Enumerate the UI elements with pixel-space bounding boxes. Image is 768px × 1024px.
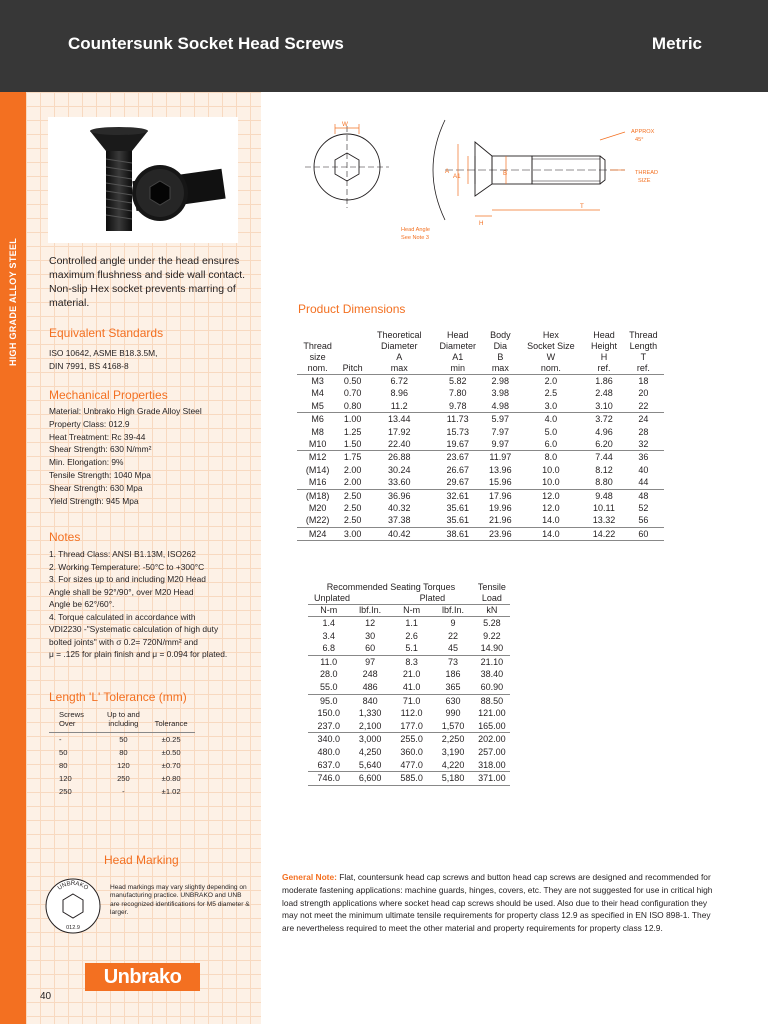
table-cell: 2,100 bbox=[349, 720, 390, 733]
length-tolerance-heading: Length 'L' Tolerance (mm) bbox=[49, 690, 187, 704]
table-cell: 186 bbox=[445, 669, 461, 680]
table-cell: 11.0 bbox=[320, 656, 338, 667]
head-angle-label: Head Angle bbox=[401, 227, 430, 233]
table-cell: 630 bbox=[445, 695, 461, 706]
table-cell: M6 bbox=[311, 414, 324, 425]
page-number: 40 bbox=[40, 991, 52, 1002]
table-cell: M10 bbox=[297, 438, 338, 451]
table-cell: 2.50 bbox=[343, 490, 362, 501]
table-cell: 17.92 bbox=[387, 426, 411, 437]
table-cell: 10.0 bbox=[542, 464, 560, 475]
standards-line: DIN 7991, BS 4168-8 bbox=[49, 360, 129, 371]
table-cell: 2.00 bbox=[338, 476, 367, 489]
table-cell: 40.32 bbox=[387, 503, 411, 514]
table-cell: 32.61 bbox=[446, 490, 469, 501]
table-cell: 585.0 bbox=[391, 772, 432, 786]
table-cell: 40 bbox=[638, 464, 649, 475]
notes-list bbox=[49, 548, 254, 661]
table-cell: 177.0 bbox=[391, 720, 432, 733]
table-cell: 477.0 bbox=[391, 759, 432, 772]
mechanical-line: Tensile Strength: 1040 Mpa bbox=[49, 469, 151, 480]
mechanical-line: Material: Unbrako High Grade Alloy Steel bbox=[49, 406, 202, 416]
table-cell: 1,330 bbox=[358, 708, 382, 719]
head-mark-bottom-text: 012.9 bbox=[66, 925, 80, 931]
table-cell: 340.0 bbox=[317, 734, 340, 745]
table-cell: 1.00 bbox=[343, 414, 362, 425]
table-cell: 1.75 bbox=[343, 452, 362, 463]
table-row bbox=[308, 733, 510, 746]
table-cell: 10.0 bbox=[517, 476, 586, 489]
table-row bbox=[308, 668, 510, 681]
table-cell: 6.20 bbox=[585, 438, 623, 451]
table-cell: 41.0 bbox=[391, 681, 432, 694]
table-cell: 9.97 bbox=[484, 438, 517, 451]
table-cell: 486 bbox=[349, 681, 390, 694]
table-cell: 73 bbox=[448, 656, 459, 667]
table-row bbox=[297, 464, 664, 476]
dim-label-b: B bbox=[503, 170, 508, 177]
unplated-heading: Unplated bbox=[314, 593, 351, 603]
length-tolerance-table bbox=[49, 710, 195, 798]
table-cell: 0.80 bbox=[338, 400, 367, 413]
table-cell: 365 bbox=[432, 681, 474, 694]
table-row bbox=[297, 438, 664, 451]
table-row bbox=[308, 681, 510, 694]
pd-header-row: nom. Pitch max min max nom. ref. ref. bbox=[297, 363, 664, 375]
table-cell: 12 bbox=[365, 618, 376, 628]
table-cell: 7.97 bbox=[491, 426, 510, 437]
table-cell: 2,250 bbox=[441, 734, 465, 745]
table-cell: 112.0 bbox=[400, 708, 423, 719]
table-cell: 10.11 bbox=[593, 503, 615, 514]
table-cell: 37.38 bbox=[367, 514, 431, 527]
table-cell: 36.96 bbox=[387, 490, 411, 501]
table-cell: (M18) bbox=[305, 490, 330, 501]
mechanical-properties-list bbox=[49, 405, 202, 507]
table-row bbox=[308, 617, 510, 630]
table-cell: 371.00 bbox=[474, 772, 510, 786]
head-marking-graphic bbox=[42, 876, 104, 936]
table-cell: M24 bbox=[297, 527, 338, 540]
table-cell: 14.0 bbox=[517, 527, 586, 540]
table-cell: 5.82 bbox=[448, 376, 467, 386]
table-row bbox=[308, 707, 510, 720]
pd-header-row: Theoretical Head Body Hex Head Thread bbox=[376, 330, 658, 340]
table-cell: 202.00 bbox=[478, 734, 506, 745]
table-cell: 8.96 bbox=[390, 388, 408, 399]
approx-label: APPROX bbox=[631, 129, 655, 135]
table-row bbox=[308, 720, 510, 733]
table-cell: 637.0 bbox=[308, 759, 349, 772]
notes-heading: Notes bbox=[49, 530, 81, 544]
note-line: μ = .125 for plain finish and μ = 0.094 for plated. bbox=[49, 649, 228, 659]
table-cell: 7.80 bbox=[448, 388, 467, 399]
table-cell: 318.00 bbox=[474, 759, 510, 772]
table-row bbox=[308, 746, 510, 759]
screw-photo-graphic bbox=[48, 117, 238, 243]
table-cell: 6.0 bbox=[517, 438, 586, 451]
table-row: 80 120 ±0.70 bbox=[59, 761, 181, 770]
table-cell: 2.50 bbox=[338, 514, 367, 527]
mechanical-line: Heat Treatment: Rc 39-44 bbox=[49, 431, 146, 442]
product-dimensions-table bbox=[297, 330, 664, 541]
table-row bbox=[297, 426, 664, 438]
general-note-label: General Note: bbox=[282, 872, 337, 882]
tolerance-header-row bbox=[49, 710, 195, 728]
table-cell: 19.67 bbox=[431, 438, 484, 451]
table-cell: 4.0 bbox=[544, 414, 558, 425]
product-dimensions-heading: Product Dimensions bbox=[298, 302, 406, 316]
dim-label-h: H bbox=[479, 220, 484, 227]
table-cell: 22 bbox=[448, 630, 459, 641]
note-line: VDI2230 -"Systematic calculation of high duty bbox=[49, 624, 219, 634]
table-cell: 9 bbox=[450, 618, 456, 628]
table-cell: 48 bbox=[638, 490, 649, 501]
table-cell: 19.96 bbox=[489, 503, 512, 514]
see-note-label: See Note 3 bbox=[401, 235, 429, 241]
note-line: 1. Thread Class: ANSI B1.13M, ISO262 bbox=[49, 549, 196, 559]
tolerance-col-tolerance: Tolerance bbox=[154, 719, 188, 728]
dim-label-w: W bbox=[342, 121, 348, 128]
tensile-load-heading: Tensile Load bbox=[477, 582, 506, 603]
table-cell: 56 bbox=[623, 514, 664, 527]
side-tab-label: HIGH GRADE ALLOY STEEL bbox=[8, 237, 18, 367]
table-cell: 22 bbox=[623, 400, 664, 413]
table-cell: 40.42 bbox=[367, 527, 431, 540]
table-cell: 17.96 bbox=[489, 490, 512, 501]
table-cell: 3.0 bbox=[517, 400, 586, 413]
table-cell: 121.00 bbox=[478, 708, 506, 719]
general-note-text: Flat, countersunk head cap screws and button head cap screws are designed and recommended for moderate fastening applications: machine guards, hinges, covers, etc. They are not suggested for use in critical high load strength applications where socket head cap screws should be used. Also due to their head configuration they may not meet the minimum ultimate tensile requirements for property class 12.9 as specified in EN ISO 898-1. They are nevertheless required to meet the other material and property requirements for property class 12.9. bbox=[282, 872, 713, 934]
equivalent-standards-text bbox=[49, 347, 157, 373]
table-cell: 38.61 bbox=[431, 527, 484, 540]
table-cell: 8.3 bbox=[405, 656, 418, 667]
table-cell: 20 bbox=[638, 388, 649, 399]
table-row bbox=[297, 514, 664, 527]
table-row bbox=[297, 502, 664, 514]
table-cell: 9.78 bbox=[431, 400, 484, 413]
torque-header-row bbox=[308, 582, 510, 593]
table-cell: 95.0 bbox=[319, 695, 338, 706]
seating-torques-body bbox=[308, 617, 510, 786]
table-row bbox=[308, 759, 510, 772]
intro-text: Controlled angle under the head ensures maximum flushness and side wall contact. Non-slip Hex socket prevents marring of material. bbox=[49, 255, 246, 309]
table-cell: 165.00 bbox=[474, 720, 510, 733]
table-cell: 12.0 bbox=[542, 490, 560, 501]
note-line: 4. Torque calculated in accordance with bbox=[49, 611, 196, 622]
table-cell: 35.61 bbox=[446, 503, 469, 514]
table-cell: 33.60 bbox=[367, 476, 431, 489]
table-cell: 6.8 bbox=[308, 642, 349, 655]
table-cell: 9.48 bbox=[595, 490, 613, 501]
table-cell: 2.00 bbox=[343, 464, 362, 475]
table-cell: 35.61 bbox=[431, 514, 484, 527]
table-cell: 60 bbox=[623, 527, 664, 540]
table-row bbox=[297, 476, 664, 489]
table-cell: 22.40 bbox=[367, 438, 431, 451]
table-cell: 24 bbox=[638, 414, 649, 425]
pd-header-row: size A A1 B W H T bbox=[309, 352, 647, 362]
table-cell: 2.6 bbox=[405, 630, 418, 641]
table-cell: 71.0 bbox=[402, 695, 421, 706]
table-cell: 3,000 bbox=[358, 734, 382, 745]
table-cell: 5,640 bbox=[349, 759, 390, 772]
table-cell: 28 bbox=[638, 426, 649, 437]
table-cell: 15.96 bbox=[484, 476, 517, 489]
table-cell: M3 bbox=[311, 376, 324, 386]
table-cell: 1.50 bbox=[338, 438, 367, 451]
table-row: 250 - ±1.02 bbox=[59, 787, 181, 796]
standards-line: ISO 10642, ASME B18.3.5M, bbox=[49, 348, 158, 358]
table-cell: 257.00 bbox=[478, 746, 506, 757]
table-row bbox=[297, 451, 664, 464]
approx-angle-label: 45° bbox=[635, 137, 644, 143]
table-cell: 11.73 bbox=[446, 414, 469, 425]
product-photo bbox=[48, 117, 238, 243]
table-row bbox=[297, 400, 664, 413]
table-cell: 7.44 bbox=[595, 452, 613, 463]
screw-technical-drawing bbox=[295, 112, 675, 257]
table-cell: 30 bbox=[365, 630, 376, 641]
unbrako-logo: Unbrako bbox=[85, 963, 200, 991]
general-note bbox=[282, 871, 722, 935]
table-row bbox=[297, 387, 664, 399]
table-cell: 9.22 bbox=[483, 630, 501, 641]
note-line: Angle shall be 92°/90°, over M20 Head bbox=[49, 586, 194, 597]
note-line: 2. Working Temperature: -50°C to +300°C bbox=[49, 561, 205, 572]
table-cell: 5,180 bbox=[432, 772, 474, 786]
table-cell: 4,250 bbox=[358, 746, 382, 757]
thread-label: THREAD bbox=[635, 170, 658, 176]
table-cell: 3.00 bbox=[338, 527, 367, 540]
table-cell: 237.0 bbox=[308, 720, 349, 733]
mechanical-properties-heading: Mechanical Properties bbox=[49, 388, 168, 402]
seating-torques-table bbox=[308, 582, 510, 786]
table-cell: 97 bbox=[365, 656, 376, 667]
table-row bbox=[308, 772, 510, 786]
table-cell: 38.40 bbox=[480, 669, 504, 680]
table-cell: 60.90 bbox=[474, 681, 510, 694]
tolerance-col-over: Screws Over bbox=[59, 710, 84, 728]
table-cell: 6.72 bbox=[390, 376, 408, 386]
note-line: bolted joints" with σ 0.2= 720N/mm² and bbox=[49, 636, 198, 647]
table-row: - 50 ±0.25 bbox=[59, 735, 181, 744]
table-cell: 44 bbox=[623, 476, 664, 489]
table-row bbox=[297, 489, 664, 502]
table-cell: 3,190 bbox=[441, 746, 465, 757]
table-cell: 45 bbox=[432, 642, 474, 655]
table-cell: 1.25 bbox=[343, 426, 362, 437]
table-cell: 4.96 bbox=[595, 426, 613, 437]
mechanical-line: Yield Strength: 945 Mpa bbox=[49, 495, 139, 506]
mechanical-line: Min. Elongation: 9% bbox=[49, 457, 124, 468]
plated-heading: Plated bbox=[419, 593, 446, 603]
table-cell: 55.0 bbox=[308, 681, 349, 694]
pd-header-row: Thread Diameter Diameter Dia Socket Size Height Length bbox=[303, 341, 658, 351]
table-cell: M8 bbox=[311, 426, 324, 437]
table-cell: (M22) bbox=[297, 514, 338, 527]
table-cell: 11.2 bbox=[367, 400, 431, 413]
table-cell: 30.24 bbox=[387, 464, 411, 475]
table-cell: 5.97 bbox=[491, 414, 510, 425]
torque-units-row: N-m lbf.In. N-m lbf.In. kN bbox=[308, 605, 510, 617]
table-cell: 2.48 bbox=[595, 388, 613, 399]
table-cell: 28.0 bbox=[319, 669, 338, 680]
note-line: 3. For sizes up to and including M20 Head bbox=[49, 574, 206, 584]
table-row: 120 250 ±0.80 bbox=[59, 774, 181, 783]
torques-heading: Recommended Seating Torques bbox=[326, 582, 456, 592]
tolerance-col-upto: Up to and including bbox=[106, 710, 140, 728]
table-cell: 3.72 bbox=[595, 414, 613, 425]
table-cell: 2.98 bbox=[491, 376, 510, 386]
mechanical-line: Property Class: 012.9 bbox=[49, 418, 130, 429]
table-cell: 13.32 bbox=[585, 514, 623, 527]
table-cell: 4,220 bbox=[432, 759, 474, 772]
table-cell: 0.70 bbox=[343, 388, 362, 399]
table-row: 50 80 ±0.50 bbox=[59, 748, 181, 757]
page-header bbox=[0, 0, 768, 92]
table-cell: 150.0 bbox=[317, 708, 340, 719]
table-cell: 248 bbox=[362, 669, 378, 680]
table-cell: 8.0 bbox=[544, 452, 558, 463]
table-cell: (M14) bbox=[305, 464, 330, 475]
table-cell: 12.0 bbox=[542, 503, 560, 514]
note-line: Angle be 62°/60°. bbox=[49, 599, 115, 609]
table-cell: 36 bbox=[638, 452, 649, 463]
table-cell: 2.50 bbox=[343, 503, 362, 514]
table-cell: 60 bbox=[349, 642, 390, 655]
table-cell: 1.4 bbox=[322, 618, 335, 628]
dim-label-a1: A1 bbox=[453, 173, 461, 180]
table-cell: 14.0 bbox=[517, 514, 586, 527]
table-row bbox=[297, 527, 664, 540]
table-cell: M4 bbox=[311, 388, 324, 399]
table-cell: 0.50 bbox=[343, 376, 362, 386]
product-dimensions-body bbox=[297, 375, 664, 541]
table-cell: 88.50 bbox=[480, 695, 504, 706]
table-cell: 360.0 bbox=[400, 746, 423, 757]
table-cell: 23.96 bbox=[484, 527, 517, 540]
head-mark-top-text: UNBRAKO bbox=[56, 881, 90, 892]
table-cell: 5.28 bbox=[483, 618, 501, 628]
table-cell: 1.1 bbox=[405, 618, 418, 628]
table-cell: 15.73 bbox=[446, 426, 469, 437]
table-row bbox=[308, 642, 510, 655]
dim-label-a: A bbox=[445, 168, 450, 175]
table-row bbox=[308, 694, 510, 707]
table-cell: 990 bbox=[445, 708, 461, 719]
table-cell: 21.10 bbox=[480, 656, 504, 667]
table-row bbox=[297, 375, 664, 388]
table-cell: 29.67 bbox=[431, 476, 484, 489]
mechanical-line: Shear Strength: 630 Mpa bbox=[49, 482, 143, 493]
table-cell: 3.4 bbox=[322, 630, 335, 641]
table-cell: M5 bbox=[297, 400, 338, 413]
table-cell: 4.98 bbox=[484, 400, 517, 413]
table-cell: 3.98 bbox=[491, 388, 510, 399]
table-cell: 255.0 bbox=[400, 734, 423, 745]
table-cell: 1,570 bbox=[432, 720, 474, 733]
table-cell: 13.96 bbox=[489, 464, 512, 475]
head-marking-text: Head markings may vary slightly depending on manufacturing practice. UNBRAKO and UNB are recognized identifications for M5 diameter & larger. bbox=[110, 884, 250, 917]
table-cell: 18 bbox=[638, 376, 649, 386]
table-cell: 6,600 bbox=[349, 772, 390, 786]
head-marking-heading: Head Marking bbox=[104, 853, 179, 867]
table-cell: M12 bbox=[308, 452, 327, 463]
table-cell: 746.0 bbox=[308, 772, 349, 786]
table-cell: 14.90 bbox=[474, 642, 510, 655]
table-cell: 23.67 bbox=[446, 452, 469, 463]
table-cell: M16 bbox=[297, 476, 338, 489]
page-title: Countersunk Socket Head Screws bbox=[68, 34, 344, 53]
table-cell: 11.97 bbox=[489, 452, 512, 463]
table-cell: 8.12 bbox=[595, 464, 613, 475]
table-cell: 480.0 bbox=[317, 746, 340, 757]
table-row bbox=[308, 655, 510, 668]
table-row bbox=[297, 413, 664, 426]
table-cell: 13.44 bbox=[387, 414, 411, 425]
dim-label-t: T bbox=[580, 203, 584, 210]
table-cell: 26.67 bbox=[446, 464, 469, 475]
mechanical-line: Shear Strength: 630 N/mm² bbox=[49, 444, 152, 455]
side-tab bbox=[0, 92, 26, 1024]
table-cell: 5.0 bbox=[544, 426, 558, 437]
table-cell: 840 bbox=[362, 695, 378, 706]
table-cell: 2.5 bbox=[544, 388, 558, 399]
metric-label: Metric bbox=[651, 34, 702, 53]
table-cell: 14.22 bbox=[585, 527, 623, 540]
table-row bbox=[308, 630, 510, 643]
table-cell: 21.0 bbox=[402, 669, 421, 680]
table-cell: 5.1 bbox=[391, 642, 432, 655]
table-cell: M20 bbox=[308, 503, 327, 514]
table-cell: 26.88 bbox=[387, 452, 411, 463]
table-cell: 2.0 bbox=[544, 376, 558, 386]
size-label: SIZE bbox=[638, 178, 651, 184]
table-cell: 32 bbox=[623, 438, 664, 451]
equivalent-standards-heading: Equivalent Standards bbox=[49, 326, 164, 340]
table-cell: 1.86 bbox=[595, 376, 613, 386]
table-cell: 21.96 bbox=[484, 514, 517, 527]
table-cell: 52 bbox=[638, 503, 649, 514]
table-cell: 8.80 bbox=[585, 476, 623, 489]
table-cell: 3.10 bbox=[585, 400, 623, 413]
